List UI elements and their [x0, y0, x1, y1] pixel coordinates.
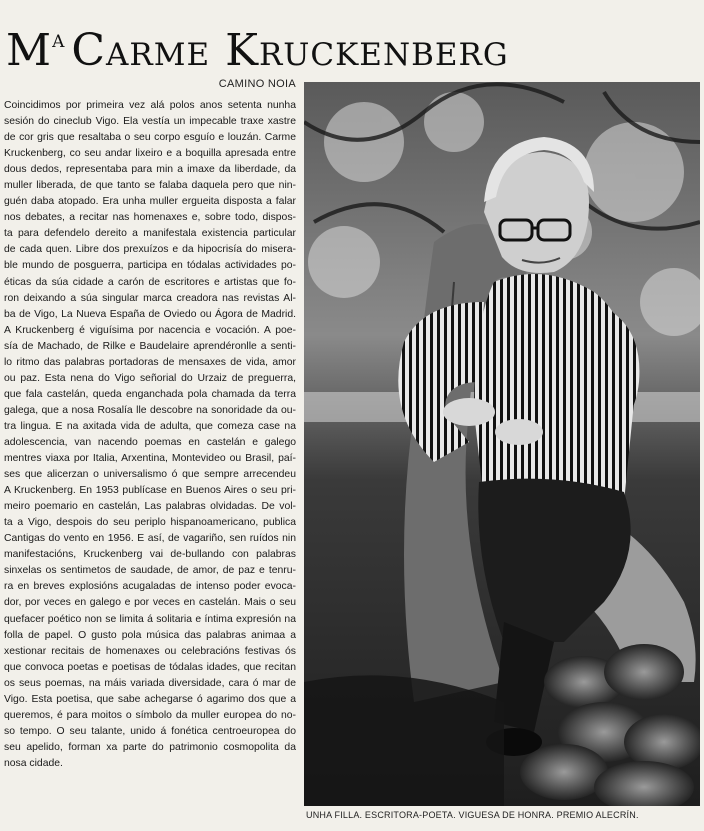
- portrait-photo: [304, 82, 700, 806]
- article-line: Coincidimos por primeira vez alá polos anos setenta nunha: [4, 100, 296, 111]
- article-body: [4, 98, 296, 826]
- article-line: muller liberada, de que tanto se falaba daquela pero que nin-: [4, 180, 296, 192]
- article-line: meiro poemario en castelán, Las palabras olvidadas. De vol-: [4, 501, 296, 513]
- article-line: mentres viaxa por Italia, Arxentina, Montevideo ou Brasil, paí-: [4, 453, 296, 465]
- article-line: de cor gris que resaltaba o seu corpo esguío e louzán. Carme: [4, 132, 296, 144]
- article-line: adolescencia, van nacendo poemas en castelán e galego: [4, 436, 296, 448]
- article-line: tra lingua. E na axitada vida de adulta, que comeza case na: [4, 420, 296, 432]
- article-line: seu apelido, forman xa parte do patrimonio cosmopolita da: [4, 741, 296, 753]
- article-line: xestionar recitais de homenaxes ou celebracións festivas ós: [4, 645, 296, 657]
- title-superscript: a: [52, 25, 66, 53]
- article-line: galega, que a nosa Rosalía lle descobre na sonoridade da ou-: [4, 404, 296, 416]
- article-line: nos debates, a recitar nas homenaxes e, sobre todo, dispos-: [4, 212, 296, 224]
- article-line: sía de Machado, de Rilke e Baudelaire aprendéronlle a senti-: [4, 340, 296, 352]
- article-line: nosa cidade.: [4, 757, 63, 769]
- article-line: ou paz. Esta nena do Vigo señorial do Urzaiz de preguerra,: [4, 372, 296, 384]
- article-line: éticas da súa cidade a carón de escritores e artistas que fo-: [4, 276, 296, 288]
- article-line: Vigo. Esta poetisa, que sabe achegarse ó agarimo dos que a: [4, 693, 296, 705]
- title-prefix: M: [6, 25, 53, 76]
- article-line: dor, por veces en galego e por veces en castelán. Mais o seu: [4, 597, 296, 609]
- article-line: A Kruckenberg. En 1953 publícase en Buenos Aires o seu pri-: [4, 485, 296, 497]
- article-line: queremos, é para moitos o símbolo da muller europea do no-: [4, 709, 296, 721]
- article-line: so tempo. O seu talante, unido á fonética centroeuropea do: [4, 725, 296, 737]
- article-line: guén daba atopado. Era unha muller ergueita disposta a falar: [4, 196, 296, 208]
- article-line: os seus poemas, na máis variada diversidade, cara ó mar de: [4, 677, 296, 689]
- article-line: quefacer poético non se limita á solitaria e íntima expresión na: [4, 613, 296, 625]
- article-line: ble mundo de posguerra, participa en tódalas actividades po-: [4, 260, 296, 272]
- article-line: que fala castelán, queda enganchada pola chamada da terra: [4, 388, 296, 400]
- article-line: ra en breves explosións acugaladas de intenso poder evoca-: [4, 581, 296, 593]
- article-line: sinxelas os sentimetos de saudade, de amor, de paz e tenru-: [4, 565, 296, 577]
- title-name: Carme Kruckenberg: [71, 25, 509, 76]
- article-line: de cada quen. Libre dos prexuízos e da hipocrisía do misera-: [4, 244, 296, 256]
- article-line: lo ritmo das palabras portadoras de mensaxes de vida, amor: [4, 356, 296, 368]
- article-line: folla de papel. O gusto pola música das palabras animaa a: [4, 629, 296, 641]
- article-line: que convoca poetas e poetisas de tódalas idades, que recitan: [4, 661, 296, 673]
- article-line: manifestacións, Kruckenberg vai de-bullando con palabras: [4, 549, 296, 561]
- article-line: A Kruckenberg é viguísima por nacencia e vocación. A poe-: [4, 324, 296, 336]
- article-line: sesión do cineclub Vigo. Ela vestía un impecable traxe xastre: [4, 116, 296, 128]
- photo-caption: UNHA FILLA. ESCRITORA-POETA. VIGUESA DE HONRA. PREMIO ALECRÍN.: [306, 810, 639, 820]
- article-line: ta para defendelo dereito a manifestala existencia particular: [4, 228, 296, 240]
- article-line: dous dedos, representaba para min a imaxe da liberdade, da: [4, 164, 296, 176]
- article-line: ron deixando a súa singular marca creadora nas revistas Al-: [4, 292, 296, 304]
- article-line: ses que alicerzan o universalismo ó que sempre arrecendeu: [4, 469, 296, 481]
- page-title: [6, 4, 702, 74]
- article-line: Kruckenberg, co seu andar lixeiro e a boquilla apresada entre: [4, 148, 296, 160]
- portrait-illustration: [304, 82, 700, 806]
- article-line: ta a Vigo, despois do seu periplo hispanoamericano, publica: [4, 517, 296, 529]
- author-byline: CAMINO NOIA: [218, 78, 296, 90]
- article-line: Cantigas do vento en 1956. E así, de vagariño, sen ruídos nin: [4, 533, 296, 545]
- article-line: ba de Vigo, La Nueva España de Oviedo ou Ágora de Madrid.: [4, 308, 296, 320]
